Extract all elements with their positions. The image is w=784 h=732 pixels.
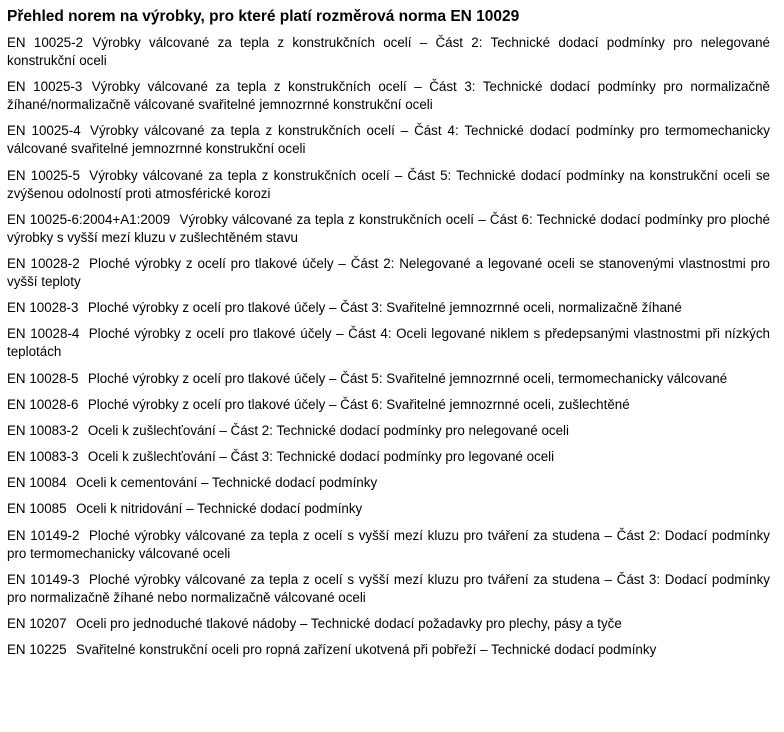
standard-entry [7,500,770,518]
standard-description: Svařitelné konstrukční oceli pro ropná zařízení ukotvená při pobřeží – Technické dodací podmínky [75,642,657,658]
standard-entry [7,211,770,247]
standard-description: Ploché výrobky z ocelí pro tlakové účely – Část 6: Svařitelné jemnozrnné oceli, zušlechtěné [87,396,630,412]
standard-code: EN 10028-6 [7,396,79,412]
standard-code: EN 10225 [7,642,67,658]
standard-code: EN 10083-3 [7,449,79,465]
standard-description: Výrobky válcované za tepla z konstrukčních ocelí – Část 5: Technické dodací podmínky na konstrukční oceli se zvýšenou odolností proti atmosférické korozi [7,167,770,201]
standard-code: EN 10025-5 [7,167,80,183]
standard-code: EN 10028-3 [7,300,79,316]
standard-description: Ploché výrobky válcované za tepla z ocelí s vyšší mezí kluzu pro tváření za studena – Část 3: Dodací podmínky pro normalizačně žíhané nebo normalizačně válcované oceli [7,571,770,605]
standard-entry [7,571,770,607]
standard-entry [7,615,770,633]
standard-code: EN 10028-5 [7,370,79,386]
standard-entry [7,370,770,388]
standard-entry [7,167,770,203]
standard-entry [7,422,770,440]
standard-code: EN 10028-4 [7,326,80,342]
standard-entry [7,448,770,466]
standard-description: Výrobky válcované za tepla z konstrukčních ocelí – Část 4: Technické dodací podmínky pro termomechanicky válcované svařitelné jemnozrnné konstrukční oceli [7,123,770,157]
standards-list [7,34,770,659]
standard-entry [7,255,770,291]
standard-code: EN 10149-2 [7,527,80,543]
standard-description: Oceli pro jednoduché tlakové nádoby – Technické dodací požadavky pro plechy, pásy a tyče [75,616,622,631]
standard-code: EN 10207 [7,616,67,631]
standard-code: EN 10149-3 [7,571,80,587]
standard-description: Výrobky válcované za tepla z konstrukčních ocelí – Část 3: Technické dodací podmínky pro normalizačně žíhané/normalizačně válcované svařitelné jemnozrnné konstrukční oceli [7,79,770,113]
standard-code: EN 10025-2 [7,35,84,50]
standard-code: EN 10084 [7,475,67,491]
standard-description: Oceli k cementování – Technické dodací podmínky [75,475,378,491]
standard-description: Ploché výrobky z ocelí pro tlakové účely – Část 3: Svařitelné jemnozrnné oceli, normalizačně žíhané [87,300,682,316]
standard-code: EN 10083-2 [7,422,79,438]
standard-entry [7,474,770,492]
standard-description: Oceli k zušlechťování – Část 3: Technické dodací podmínky pro legované oceli [87,449,555,465]
standard-code: EN 10028-2 [7,255,80,271]
standard-entry [7,78,770,114]
standard-entry [7,527,770,563]
standard-entry [7,325,770,361]
standard-entry [7,122,770,158]
standard-entry [7,641,770,659]
standard-description: Ploché výrobky z ocelí pro tlakové účely – Část 4: Oceli legované niklem s předepsanými vlastnostmi při nízkých teplotách [7,326,770,360]
document-title: Přehled norem na výrobky, pro které platí rozměrová norma EN 10029 [7,8,520,25]
standard-description: Oceli k nitridování – Technické dodací podmínky [75,501,363,517]
standard-description: Ploché výrobky z ocelí pro tlakové účely – Část 2: Nelegované a legované oceli se stanovenými vlastnostmi pro vyšší teploty [7,255,771,289]
standard-description: Výrobky válcované za tepla z konstrukčních ocelí – Část 6: Technické dodací podmínky pro ploché výrobky s vyšší mezí kluzu v zušlechtěném stavu [7,211,770,245]
standard-entry [7,299,770,317]
standard-code: EN 10025-3 [7,79,83,95]
standard-description: Výrobky válcované za tepla z konstrukčních ocelí – Část 2: Technické dodací podmínky pro nelegované konstrukční oceli [7,35,771,68]
standard-entry [7,34,770,70]
standard-description: Oceli k zušlechťování – Část 2: Technické dodací podmínky pro nelegované oceli [87,422,570,438]
standard-description: Ploché výrobky z ocelí pro tlakové účely – Část 5: Svařitelné jemnozrnné oceli, termomechanicky válcované [87,370,728,386]
standard-entry [7,396,770,414]
standard-code: EN 10085 [7,501,67,517]
standard-description: Ploché výrobky válcované za tepla z ocelí s vyšší mezí kluzu pro tváření za studena – Část 2: Dodací podmínky pro termomechanicky válcované oceli [7,527,770,561]
standard-code: EN 10025-6:2004+A1:2009 [7,211,171,227]
standard-code: EN 10025-4 [7,123,81,139]
